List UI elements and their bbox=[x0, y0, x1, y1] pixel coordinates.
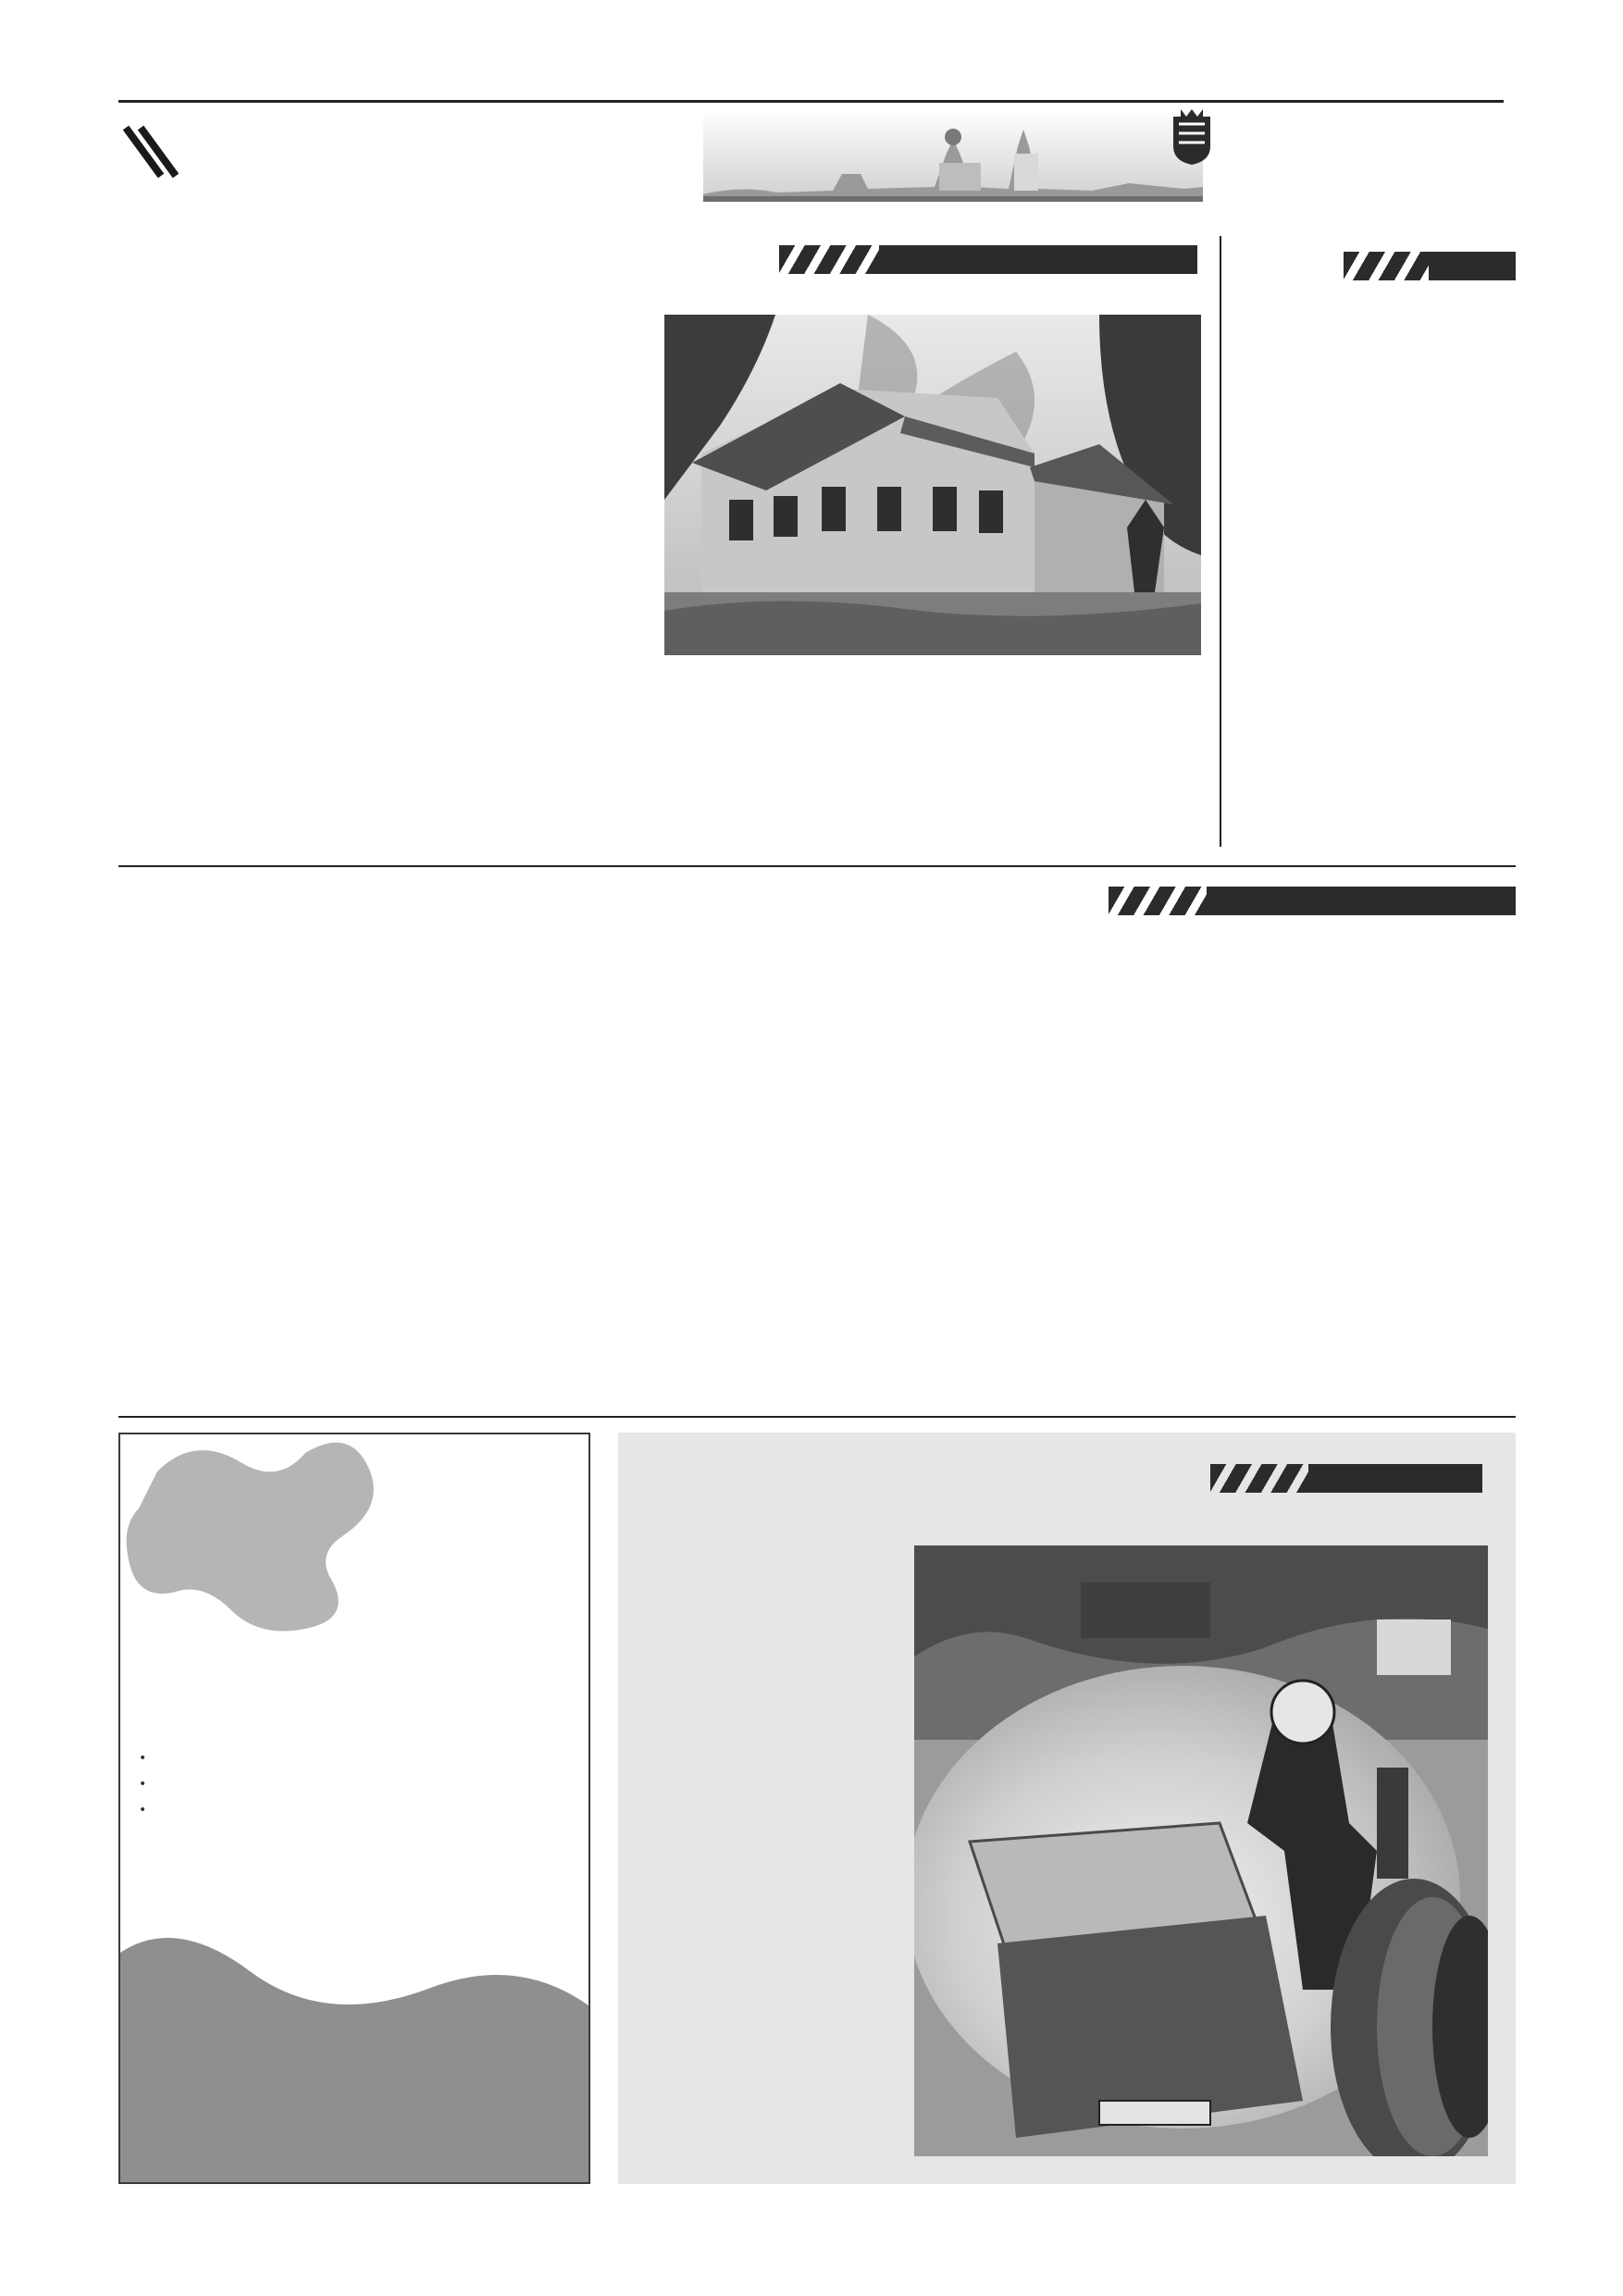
gas-divider bbox=[1220, 236, 1221, 847]
newspaper-logo bbox=[1171, 102, 1394, 176]
fire-col-1 bbox=[118, 315, 366, 320]
coat-of-arms-icon bbox=[1171, 109, 1212, 167]
header-skyline-image bbox=[703, 109, 1203, 202]
ad-block bbox=[118, 1433, 590, 2184]
fire-photo bbox=[664, 315, 1201, 655]
ad-bullets bbox=[139, 1749, 574, 1819]
gas-rubric bbox=[1344, 252, 1516, 280]
fire-col-4 bbox=[942, 664, 1201, 670]
fire-rubric bbox=[779, 245, 1197, 274]
fire-rubric-label bbox=[879, 245, 1197, 274]
law-col-1 bbox=[118, 1025, 333, 1038]
moto-rubric-label bbox=[1308, 1464, 1482, 1493]
law-col-6 bbox=[1305, 948, 1518, 953]
moto-photo bbox=[914, 1545, 1488, 2156]
law-col-5 bbox=[1070, 948, 1284, 953]
law-col-2 bbox=[356, 1025, 571, 1031]
fire-col-2 bbox=[389, 315, 640, 320]
header-section-slashes bbox=[120, 122, 183, 181]
moto-col bbox=[655, 1544, 888, 1557]
moto-rubric bbox=[1210, 1464, 1482, 1493]
law-col-3 bbox=[594, 1025, 809, 1031]
ad-bullet-3: • bbox=[139, 1803, 147, 1818]
gas-col bbox=[1245, 391, 1518, 403]
law-rubric-label bbox=[1207, 887, 1516, 915]
gas-rubric-label bbox=[1429, 252, 1516, 280]
ad-bullet-1: • bbox=[139, 1751, 147, 1766]
law-col-4 bbox=[832, 1025, 1047, 1031]
fire-col-3 bbox=[664, 664, 923, 670]
law-rubric bbox=[1109, 887, 1516, 915]
section-divider-law bbox=[118, 865, 1516, 867]
section-divider-bottom bbox=[118, 1416, 1516, 1418]
ad-bullet-2: • bbox=[139, 1777, 147, 1792]
